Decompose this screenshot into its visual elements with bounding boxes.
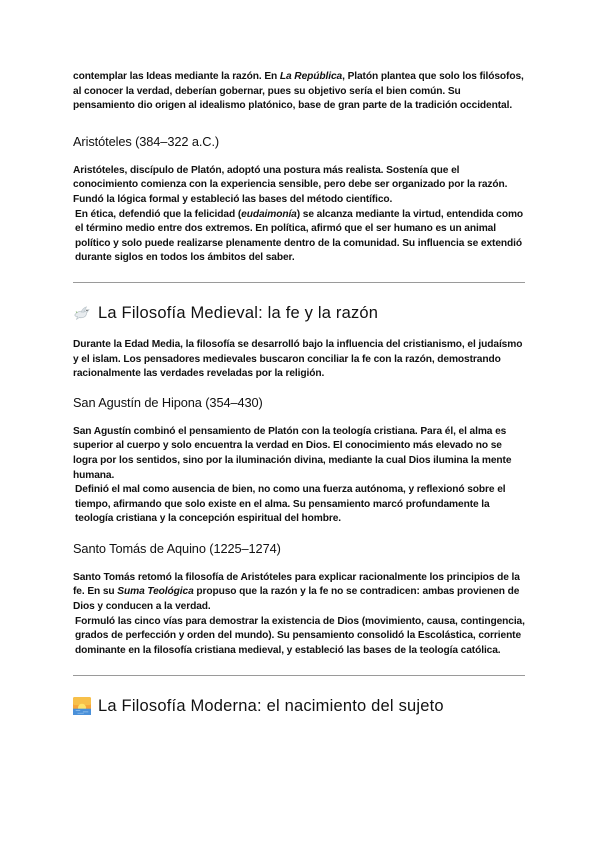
medieval-intro-paragraph: Durante la Edad Media, la filosofía se desarrolló bajo la influencia del cristianismo, el judaísmo y el islam. Los pensadores medievales buscaron conciliar la fe con la razón, demostrando racionalmente las verdades reveladas por la religión. (73, 338, 523, 380)
book-title: La República (279, 71, 343, 82)
aristoteles-paragraph-1: Aristóteles, discípulo de Platón, adoptó una postura más realista. Sostenía que el conocimiento comienza con la experiencia sensible, pero debe ser organizado por la razón. Fundó la lógica formal y estableció las bases del método científico. (73, 164, 508, 205)
agustin-paragraph-2: Definió el mal como ausencia de bien, no como una fuerza autónoma, y reflexionó sobre el tiempo, afirmando que solo existe en el alma. Su pensamiento marcó profundamente la teología cristiana y la concepción espiritual del hombre. (75, 484, 506, 525)
aristoteles-paragraph-2: En ética, defendió que la felicidad (eudaimonía) se alcanza mediante la virtud, entendida como el término medio entre dos extremos. En política, afirmó que el ser humano es un animal político y solo puede realizarse plenamente dentro de la comunidad. Su influencia se extendió durante siglos en todos los ámbitos del saber. (75, 208, 524, 264)
heading-tomas: Santo Tomás de Aquino (1225–1274) (73, 540, 281, 556)
book-title: Suma Teológica (117, 586, 194, 598)
heading-medieval: La Filosofía Medieval: la fe y la razón (73, 303, 525, 323)
heading-agustin: San Agustín de Hipona (354–430) (73, 394, 263, 410)
agustin-paragraph-1: San Agustín combinó el pensamiento de Platón con la teología cristiana. Para él, el alma es superior al cuerpo y solo encuentra la verdad en Dios. El conocimiento más elevado no se logra por los sentidos, sino por la iluminación divina, mediante la cual Dios ilumina la mente humana. (73, 425, 512, 481)
section-divider (73, 282, 525, 283)
heading-aristoteles: Aristóteles (384–322 a.C.) (73, 133, 220, 149)
sunrise-icon (73, 697, 91, 715)
intro-paragraph: contemplar las Ideas mediante la razón. En La República, Platón plantea que solo los filósofos, al conocer la verdad, deberían gobernar, pues su objetivo sería el bien común. Su pensamiento dio origen al idealismo platónico, base de gran parte de la tradición occidental. (73, 71, 524, 112)
document-content (73, 70, 525, 716)
section-divider (73, 675, 525, 676)
dove-icon (73, 304, 91, 322)
heading-moderna: La Filosofía Moderna: el nacimiento del sujeto (73, 696, 525, 716)
tomas-paragraph-2: Formuló las cinco vías para demostrar la existencia de Dios (movimiento, causa, contingencia, grados de perfección y orden del mundo). Su pensamiento consolidó la Escolástica, corriente dominante en la filosofía cristiana medieval, y estableció las bases de la teología católica. (75, 615, 525, 656)
term-eudaimonia: eudaimonía (241, 208, 297, 220)
tomas-paragraph-1: Santo Tomás retomó la filosofía de Aristóteles para explicar racionalmente los principios de la fe. En su Suma Teológica propuso que la razón y la fe no se contradicen: ambas provienen de Dios y conducen a la verdad. (73, 571, 520, 613)
